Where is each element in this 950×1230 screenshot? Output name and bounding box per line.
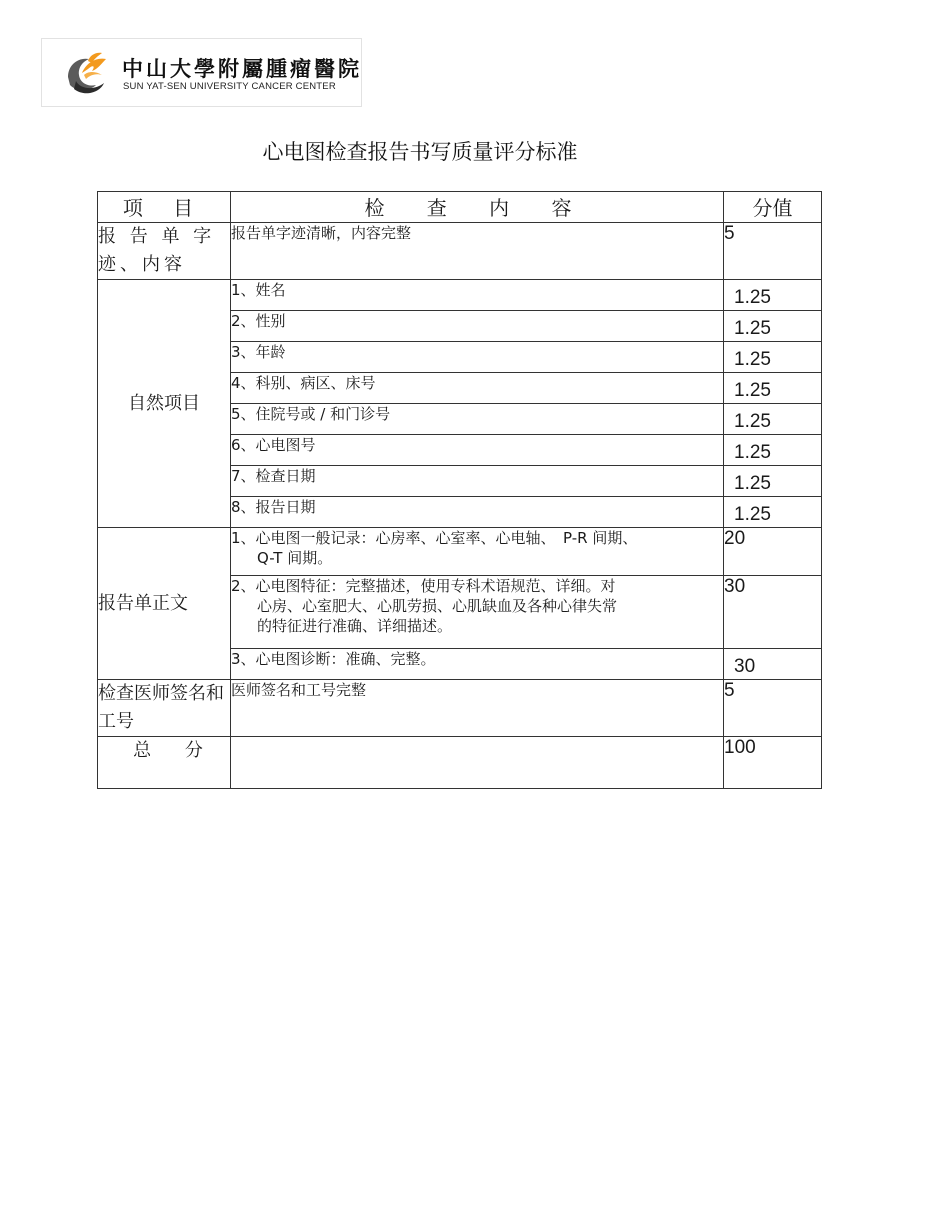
- item-cell: 报告单字迹清晰，内容完整: [231, 223, 724, 280]
- score-cell: 1.25: [724, 466, 822, 497]
- logo-name-english: SUN YAT-SEN UNIVERSITY CANCER CENTER: [123, 81, 336, 92]
- item-cell: [231, 528, 724, 576]
- score-cell: 1.25: [724, 280, 822, 311]
- item-cell: [231, 576, 724, 649]
- table-row: [98, 680, 822, 737]
- hospital-logo: [41, 38, 362, 107]
- score-cell: 20: [724, 528, 822, 576]
- category-cell: 自然项目: [98, 280, 231, 528]
- hospital-emblem-icon: [62, 47, 114, 99]
- score-cell: 1.25: [724, 404, 822, 435]
- logo-name-chinese: 中山大學附屬腫瘤醫院: [122, 56, 362, 81]
- item-cell: 7、检查日期: [231, 466, 724, 497]
- scoring-table: [97, 191, 822, 789]
- item-cell: 1、姓名: [231, 280, 724, 311]
- score-cell: 1.25: [724, 497, 822, 528]
- header-score: 分值: [724, 192, 822, 223]
- item-cell: 5、住院号或 / 和门诊号: [231, 404, 724, 435]
- category-cell: 检查医师签名和工号: [98, 680, 231, 737]
- score-cell: 5: [724, 223, 822, 280]
- score-cell: 1.25: [724, 435, 822, 466]
- item-cell: 6、心电图号: [231, 435, 724, 466]
- document-title: 心电图检查报告书写质量评分标准: [262, 140, 578, 164]
- header-content: 检 查 内 容: [231, 192, 724, 223]
- item-line: 心房、心室肥大、心肌劳损、心肌缺血及各种心律失常: [257, 597, 618, 615]
- table-row: [98, 223, 822, 280]
- item-cell: 4、科别、病区、床号: [231, 373, 724, 404]
- score-cell: 5: [724, 680, 822, 737]
- item-cell: 3、年龄: [231, 342, 724, 373]
- total-score-cell: 100: [724, 737, 822, 789]
- score-cell: 1.25: [724, 311, 822, 342]
- table-row: [98, 280, 822, 311]
- table-row: [98, 528, 822, 576]
- score-cell: 30: [724, 649, 822, 680]
- total-label-cell: 总 分: [98, 737, 231, 789]
- item-line: 1、心电图一般记录：心房率、心室率、心电轴、 P-R 间期、: [231, 529, 638, 547]
- item-cell: 8、报告日期: [231, 497, 724, 528]
- item-line: Q-T 间期。: [257, 549, 333, 567]
- score-cell: 1.25: [724, 342, 822, 373]
- item-cell: 2、性别: [231, 311, 724, 342]
- table-header-row: [98, 192, 822, 223]
- header-category: 项 目: [98, 192, 231, 223]
- score-cell: 30: [724, 576, 822, 649]
- category-cell: 报告单正文: [98, 528, 231, 680]
- category-cell: 报 告 单 字迹、内容: [98, 223, 231, 280]
- item-line: 的特征进行准确、详细描述。: [257, 617, 453, 635]
- item-cell: 医师签名和工号完整: [231, 680, 724, 737]
- item-cell: 3、心电图诊断：准确、完整。: [231, 649, 724, 680]
- table-row: [98, 737, 822, 789]
- item-line: 2、心电图特征：完整描述，使用专科术语规范、详细。对: [231, 577, 616, 595]
- score-cell: 1.25: [724, 373, 822, 404]
- item-cell: [231, 737, 724, 789]
